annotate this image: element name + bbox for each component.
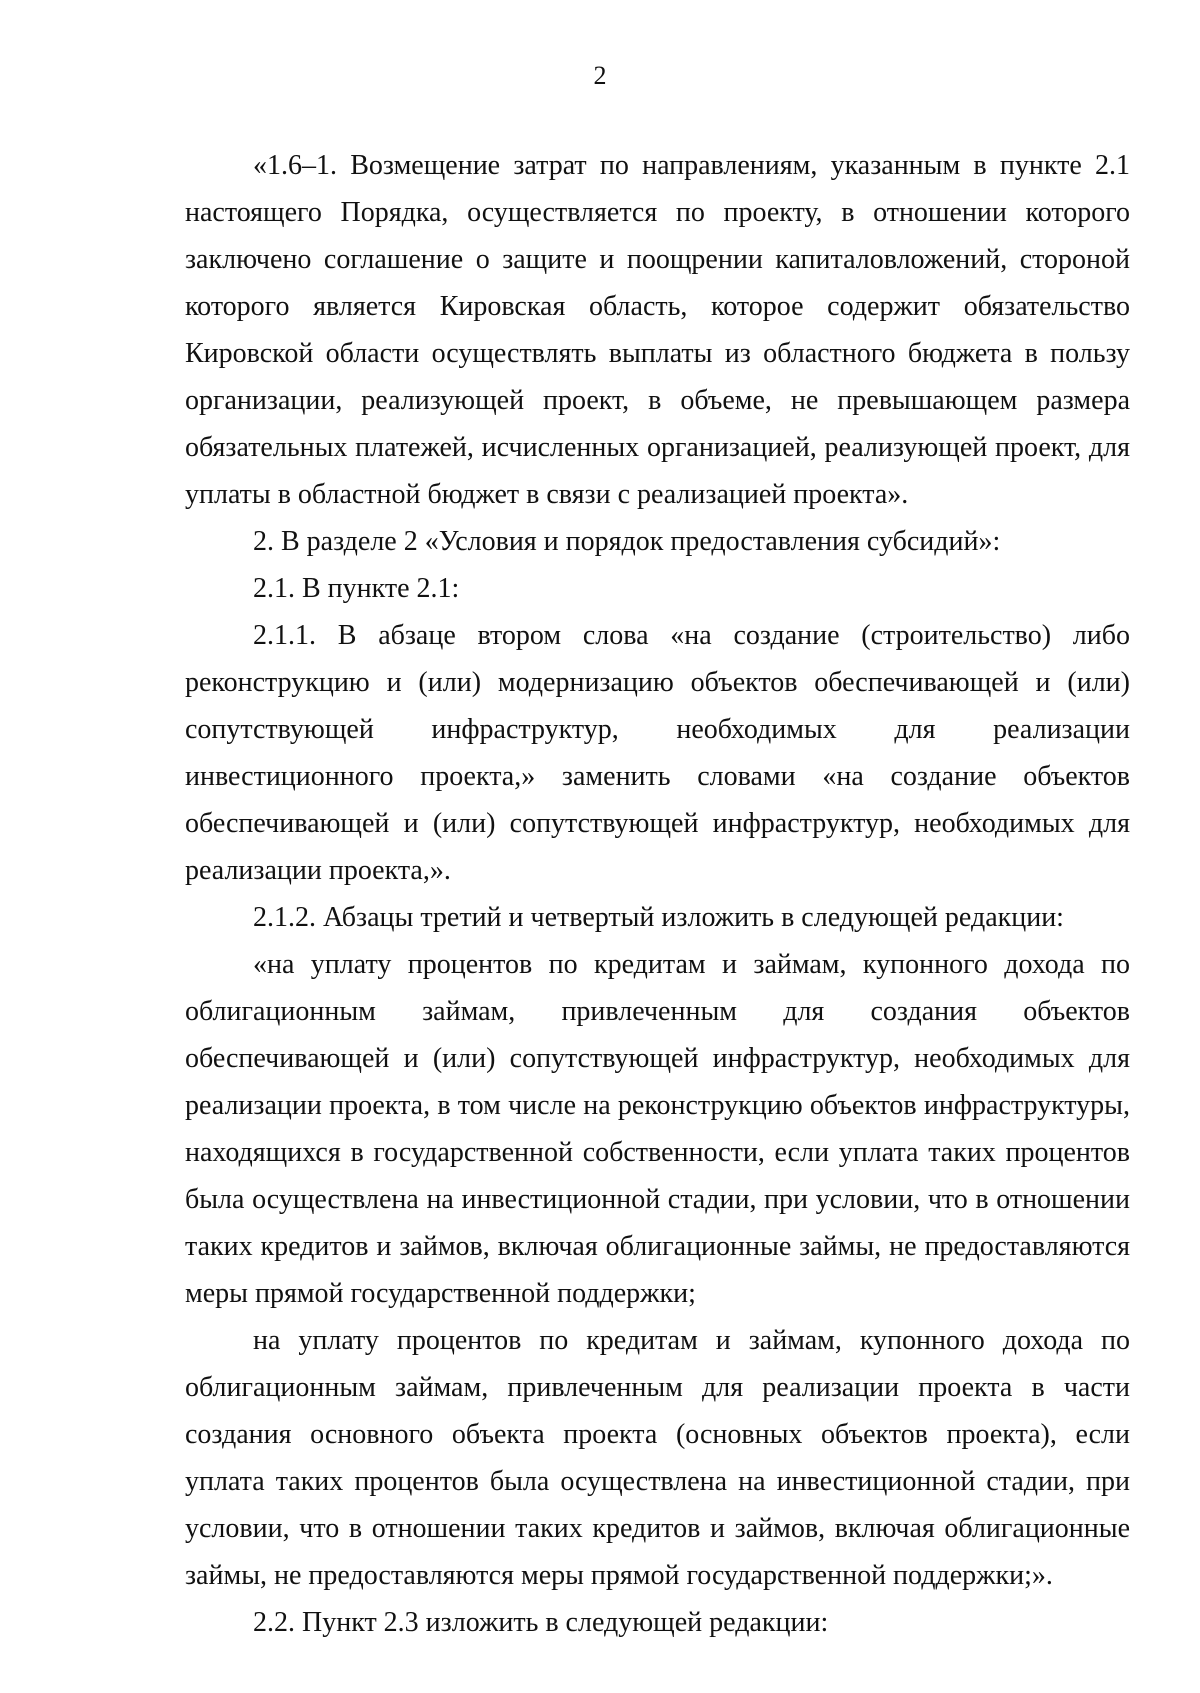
page-number: 2 bbox=[593, 61, 607, 90]
paragraph-quoted-interest-infrastructure: «на уплату процентов по кредитам и займам, купонного дохода по облигационным займам, привлеченным для создания объектов обеспечивающей и (или) сопутствующей инфраструктур, необходимых для реализации проекта, в том числе на реконструкцию объектов инфраструктуры, находящихся в государственной собственности, если уплата таких процентов была осуществлена на инвестиционной стадии, при условии, что в отношении таких кредитов и займов, включая облигационные займы, не предоставляются меры прямой государственной поддержки; bbox=[185, 949, 1130, 1309]
paragraph-2-1: 2.1. В пункте 2.1: bbox=[253, 573, 460, 604]
paragraph-quoted-interest-project: на уплату процентов по кредитам и займам, купонного дохода по облигационным займам, привлеченным для реализации проекта в части создания основного объекта проекта (основных объектов проекта), если уплата таких процентов была осуществлена на инвестиционной стадии, при условии, что в отношении таких кредитов и займов, включая облигационные займы, не предоставляются меры прямой государственной поддержки;». bbox=[185, 1325, 1130, 1591]
paragraph-section-2: 2. В разделе 2 «Условия и порядок предоставления субсидий»: bbox=[253, 526, 1001, 557]
paragraph-2-1-1: 2.1.1. В абзаце втором слова «на создание (строительство) либо реконструкцию и (или) модернизацию объектов обеспечивающей и (или) сопутствующей инфраструктур, необходимых для реализации инвестиционного проекта,» заменить словами «на создание объектов обеспечивающей и (или) сопутствующей инфраструктур, необходимых для реализации проекта,». bbox=[185, 620, 1130, 886]
document-body bbox=[185, 142, 1130, 1646]
paragraph-2-1-2: 2.1.2. Абзацы третий и четвертый изложить в следующей редакции: bbox=[253, 902, 1064, 933]
paragraph-1-6-1: «1.6–1. Возмещение затрат по направлениям, указанным в пункте 2.1 настоящего Порядка, осуществляется по проекту, в отношении которого заключено соглашение о защите и поощрении капиталовложений, стороной которого является Кировская область, которое содержит обязательство Кировской области осуществлять выплаты из областного бюджета в пользу организации, реализующей проект, в объеме, не превышающем размера обязательных платежей, исчисленных организацией, реализующей проект, для уплаты в областной бюджет в связи с реализацией проекта». bbox=[185, 150, 1130, 510]
paragraph-2-2: 2.2. Пункт 2.3 изложить в следующей редакции: bbox=[253, 1607, 829, 1638]
